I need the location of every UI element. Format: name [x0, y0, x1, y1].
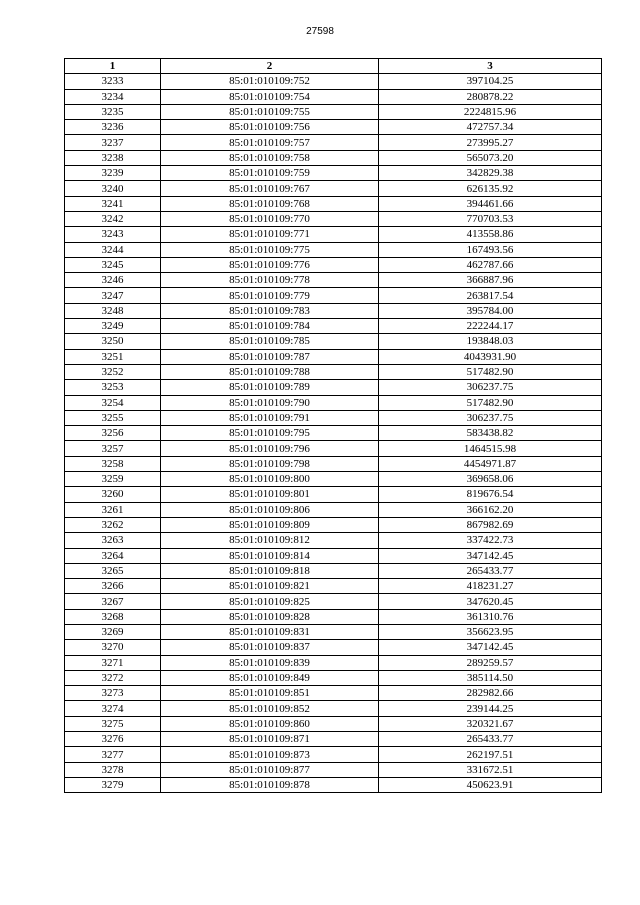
- table-row: [65, 303, 602, 318]
- value-cell: 517482.90: [379, 364, 602, 379]
- value-cell: 517482.90: [379, 395, 602, 410]
- row-number-cell: 3253: [65, 380, 161, 395]
- value-cell: 193848.03: [379, 334, 602, 349]
- table-row: [65, 670, 602, 685]
- value-cell: 167493.56: [379, 242, 602, 257]
- cadastral-number-cell: 85:01:010109:767: [161, 181, 379, 196]
- table-row: [65, 563, 602, 578]
- cadastral-number-cell: 85:01:010109:755: [161, 104, 379, 119]
- table-row: [65, 104, 602, 119]
- value-cell: 282982.66: [379, 686, 602, 701]
- row-number-cell: 3273: [65, 686, 161, 701]
- table-row: [65, 609, 602, 624]
- cadastral-number-cell: 85:01:010109:791: [161, 410, 379, 425]
- row-number-cell: 3237: [65, 135, 161, 150]
- cadastral-number-cell: 85:01:010109:775: [161, 242, 379, 257]
- table-row: [65, 395, 602, 410]
- row-number-cell: 3242: [65, 211, 161, 226]
- table-row: [65, 319, 602, 334]
- value-cell: 320321.67: [379, 716, 602, 731]
- row-number-cell: 3235: [65, 104, 161, 119]
- cadastral-number-cell: 85:01:010109:768: [161, 196, 379, 211]
- cadastral-number-cell: 85:01:010109:860: [161, 716, 379, 731]
- table-row: [65, 364, 602, 379]
- table-row: [65, 196, 602, 211]
- row-number-cell: 3249: [65, 319, 161, 334]
- table-row: [65, 594, 602, 609]
- table-header: [65, 59, 602, 74]
- row-number-cell: 3236: [65, 120, 161, 135]
- page-number: 27598: [306, 26, 334, 37]
- cadastral-number-cell: 85:01:010109:809: [161, 517, 379, 532]
- cadastral-number-cell: 85:01:010109:852: [161, 701, 379, 716]
- cadastral-number-cell: 85:01:010109:796: [161, 441, 379, 456]
- row-number-cell: 3265: [65, 563, 161, 578]
- value-cell: 583438.82: [379, 426, 602, 441]
- row-number-cell: 3247: [65, 288, 161, 303]
- cadastral-number-cell: 85:01:010109:752: [161, 74, 379, 89]
- row-number-cell: 3279: [65, 777, 161, 792]
- table-row: [65, 380, 602, 395]
- table-row: [65, 762, 602, 777]
- row-number-cell: 3250: [65, 334, 161, 349]
- value-cell: 565073.20: [379, 150, 602, 165]
- row-number-cell: 3267: [65, 594, 161, 609]
- row-number-cell: 3238: [65, 150, 161, 165]
- table-row: [65, 349, 602, 364]
- row-number-cell: 3266: [65, 579, 161, 594]
- cadastral-number-cell: 85:01:010109:831: [161, 624, 379, 639]
- table-row: [65, 89, 602, 104]
- row-number-cell: 3268: [65, 609, 161, 624]
- cadastral-number-cell: 85:01:010109:787: [161, 349, 379, 364]
- value-cell: 342829.38: [379, 166, 602, 181]
- table-row: [65, 624, 602, 639]
- value-cell: 289259.57: [379, 655, 602, 670]
- row-number-cell: 3252: [65, 364, 161, 379]
- row-number-cell: 3245: [65, 257, 161, 272]
- cadastral-number-cell: 85:01:010109:801: [161, 487, 379, 502]
- table-row: [65, 426, 602, 441]
- table-row: [65, 686, 602, 701]
- value-cell: 819676.54: [379, 487, 602, 502]
- value-cell: 347620.45: [379, 594, 602, 609]
- row-number-cell: 3256: [65, 426, 161, 441]
- table-row: [65, 456, 602, 471]
- table-row: [65, 227, 602, 242]
- cadastral-number-cell: 85:01:010109:790: [161, 395, 379, 410]
- value-cell: 356623.95: [379, 624, 602, 639]
- cadastral-number-cell: 85:01:010109:757: [161, 135, 379, 150]
- table-row: [65, 120, 602, 135]
- value-cell: 366887.96: [379, 273, 602, 288]
- value-cell: 394461.66: [379, 196, 602, 211]
- value-cell: 265433.77: [379, 732, 602, 747]
- value-cell: 1464515.98: [379, 441, 602, 456]
- cadastral-number-cell: 85:01:010109:784: [161, 319, 379, 334]
- row-number-cell: 3240: [65, 181, 161, 196]
- table-row: [65, 288, 602, 303]
- row-number-cell: 3255: [65, 410, 161, 425]
- table-row: [65, 502, 602, 517]
- value-cell: 385114.50: [379, 670, 602, 685]
- row-number-cell: 3274: [65, 701, 161, 716]
- cadastral-number-cell: 85:01:010109:785: [161, 334, 379, 349]
- header-col-2: 2: [161, 59, 379, 74]
- cadastral-number-cell: 85:01:010109:878: [161, 777, 379, 792]
- value-cell: 239144.25: [379, 701, 602, 716]
- row-number-cell: 3275: [65, 716, 161, 731]
- row-number-cell: 3241: [65, 196, 161, 211]
- row-number-cell: 3261: [65, 502, 161, 517]
- row-number-cell: 3262: [65, 517, 161, 532]
- cadastral-number-cell: 85:01:010109:778: [161, 273, 379, 288]
- cadastral-number-cell: 85:01:010109:800: [161, 472, 379, 487]
- value-cell: 462787.66: [379, 257, 602, 272]
- value-cell: 770703.53: [379, 211, 602, 226]
- table-row: [65, 517, 602, 532]
- table-row: [65, 334, 602, 349]
- cadastral-number-cell: 85:01:010109:837: [161, 640, 379, 655]
- table-row: [65, 166, 602, 181]
- table-row: [65, 640, 602, 655]
- cadastral-number-cell: 85:01:010109:789: [161, 380, 379, 395]
- header-row: [65, 59, 602, 74]
- row-number-cell: 3277: [65, 747, 161, 762]
- value-cell: 397104.25: [379, 74, 602, 89]
- cadastral-number-cell: 85:01:010109:839: [161, 655, 379, 670]
- value-cell: 867982.69: [379, 517, 602, 532]
- value-cell: 2224815.96: [379, 104, 602, 119]
- cadastral-number-cell: 85:01:010109:812: [161, 533, 379, 548]
- value-cell: 306237.75: [379, 380, 602, 395]
- value-cell: 472757.34: [379, 120, 602, 135]
- cadastral-number-cell: 85:01:010109:771: [161, 227, 379, 242]
- value-cell: 262197.51: [379, 747, 602, 762]
- table-row: [65, 487, 602, 502]
- table-row: [65, 777, 602, 792]
- table-row: [65, 410, 602, 425]
- row-number-cell: 3246: [65, 273, 161, 288]
- table-row: [65, 74, 602, 89]
- row-number-cell: 3251: [65, 349, 161, 364]
- table-row: [65, 135, 602, 150]
- value-cell: 366162.20: [379, 502, 602, 517]
- table-row: [65, 579, 602, 594]
- row-number-cell: 3248: [65, 303, 161, 318]
- cadastral-number-cell: 85:01:010109:828: [161, 609, 379, 624]
- cadastral-number-cell: 85:01:010109:756: [161, 120, 379, 135]
- value-cell: 395784.00: [379, 303, 602, 318]
- cadastral-number-cell: 85:01:010109:877: [161, 762, 379, 777]
- row-number-cell: 3264: [65, 548, 161, 563]
- value-cell: 337422.73: [379, 533, 602, 548]
- row-number-cell: 3254: [65, 395, 161, 410]
- row-number-cell: 3276: [65, 732, 161, 747]
- cadastral-number-cell: 85:01:010109:754: [161, 89, 379, 104]
- table-row: [65, 655, 602, 670]
- cadastral-number-cell: 85:01:010109:821: [161, 579, 379, 594]
- table-row: [65, 701, 602, 716]
- value-cell: 273995.27: [379, 135, 602, 150]
- value-cell: 4454971.87: [379, 456, 602, 471]
- row-number-cell: 3271: [65, 655, 161, 670]
- table-body: [65, 74, 602, 793]
- cadastral-number-cell: 85:01:010109:788: [161, 364, 379, 379]
- value-cell: 413558.86: [379, 227, 602, 242]
- cadastral-number-cell: 85:01:010109:795: [161, 426, 379, 441]
- row-number-cell: 3270: [65, 640, 161, 655]
- cadastral-number-cell: 85:01:010109:759: [161, 166, 379, 181]
- table-row: [65, 211, 602, 226]
- value-cell: 418231.27: [379, 579, 602, 594]
- value-cell: 369658.06: [379, 472, 602, 487]
- row-number-cell: 3243: [65, 227, 161, 242]
- cadastral-number-cell: 85:01:010109:776: [161, 257, 379, 272]
- value-cell: 347142.45: [379, 640, 602, 655]
- row-number-cell: 3269: [65, 624, 161, 639]
- value-cell: 347142.45: [379, 548, 602, 563]
- table-row: [65, 732, 602, 747]
- cadastral-number-cell: 85:01:010109:871: [161, 732, 379, 747]
- table-row: [65, 273, 602, 288]
- table-row: [65, 533, 602, 548]
- value-cell: 331672.51: [379, 762, 602, 777]
- value-cell: 263817.54: [379, 288, 602, 303]
- row-number-cell: 3260: [65, 487, 161, 502]
- table-row: [65, 181, 602, 196]
- cadastral-number-cell: 85:01:010109:770: [161, 211, 379, 226]
- row-number-cell: 3278: [65, 762, 161, 777]
- cadastral-number-cell: 85:01:010109:814: [161, 548, 379, 563]
- table-row: [65, 747, 602, 762]
- row-number-cell: 3239: [65, 166, 161, 181]
- value-cell: 280878.22: [379, 89, 602, 104]
- cadastral-number-cell: 85:01:010109:851: [161, 686, 379, 701]
- header-col-1: 1: [65, 59, 161, 74]
- cadastral-value-table: [64, 58, 602, 793]
- cadastral-number-cell: 85:01:010109:758: [161, 150, 379, 165]
- table-row: [65, 441, 602, 456]
- cadastral-number-cell: 85:01:010109:783: [161, 303, 379, 318]
- cadastral-number-cell: 85:01:010109:818: [161, 563, 379, 578]
- row-number-cell: 3272: [65, 670, 161, 685]
- row-number-cell: 3263: [65, 533, 161, 548]
- cadastral-number-cell: 85:01:010109:873: [161, 747, 379, 762]
- row-number-cell: 3259: [65, 472, 161, 487]
- table-row: [65, 716, 602, 731]
- header-col-3: 3: [379, 59, 602, 74]
- row-number-cell: 3234: [65, 89, 161, 104]
- value-cell: 222244.17: [379, 319, 602, 334]
- value-cell: 450623.91: [379, 777, 602, 792]
- value-cell: 4043931.90: [379, 349, 602, 364]
- cadastral-number-cell: 85:01:010109:806: [161, 502, 379, 517]
- table-row: [65, 242, 602, 257]
- value-cell: 265433.77: [379, 563, 602, 578]
- value-cell: 626135.92: [379, 181, 602, 196]
- cadastral-number-cell: 85:01:010109:798: [161, 456, 379, 471]
- table-row: [65, 257, 602, 272]
- value-cell: 306237.75: [379, 410, 602, 425]
- table-row: [65, 548, 602, 563]
- row-number-cell: 3257: [65, 441, 161, 456]
- cadastral-number-cell: 85:01:010109:849: [161, 670, 379, 685]
- table-row: [65, 150, 602, 165]
- table-row: [65, 472, 602, 487]
- cadastral-number-cell: 85:01:010109:779: [161, 288, 379, 303]
- row-number-cell: 3244: [65, 242, 161, 257]
- value-cell: 361310.76: [379, 609, 602, 624]
- row-number-cell: 3233: [65, 74, 161, 89]
- cadastral-number-cell: 85:01:010109:825: [161, 594, 379, 609]
- row-number-cell: 3258: [65, 456, 161, 471]
